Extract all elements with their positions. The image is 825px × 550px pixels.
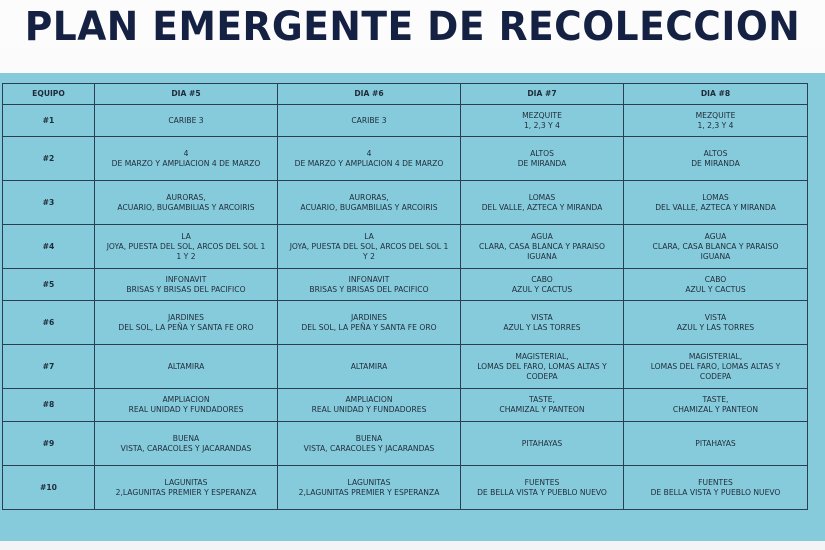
table-row	[3, 269, 808, 301]
table-row	[3, 389, 808, 422]
route-cell: BUENA VISTA, CARACOLES Y JACARANDAS	[95, 422, 278, 466]
route-cell: ALTAMIRA	[278, 345, 461, 389]
route-cell: ALTOS DE MIRANDA	[461, 137, 624, 181]
table-row	[3, 225, 808, 269]
route-cell: INFONAVIT BRISAS Y BRISAS DEL PACIFICO	[95, 269, 278, 301]
team-cell: #7	[3, 345, 95, 389]
route-cell: FUENTES DE BELLA VISTA Y PUEBLO NUEVO	[461, 466, 624, 510]
table-row	[3, 137, 808, 181]
bottom-strip	[0, 541, 825, 550]
route-cell: AURORAS, ACUARIO, BUGAMBILIAS Y ARCOIRIS	[95, 181, 278, 225]
team-cell: #9	[3, 422, 95, 466]
header-dia-6: DIA #6	[278, 84, 461, 105]
table-row	[3, 466, 808, 510]
team-cell: #5	[3, 269, 95, 301]
route-cell: PITAHAYAS	[624, 422, 808, 466]
team-cell: #1	[3, 105, 95, 137]
team-cell: #10	[3, 466, 95, 510]
table-row	[3, 301, 808, 345]
route-cell: PITAHAYAS	[461, 422, 624, 466]
table-row	[3, 422, 808, 466]
route-cell: CARIBE 3	[95, 105, 278, 137]
route-cell: LA JOYA, PUESTA DEL SOL, ARCOS DEL SOL 1 1 Y 2	[95, 225, 278, 269]
route-cell: JARDINES DEL SOL, LA PEÑA Y SANTA FE ORO	[95, 301, 278, 345]
route-cell: INFONAVIT BRISAS Y BRISAS DEL PACIFICO	[278, 269, 461, 301]
route-cell: LAGUNITAS 2,LAGUNITAS PREMIER Y ESPERANZA	[95, 466, 278, 510]
route-cell: FUENTES DE BELLA VISTA Y PUEBLO NUEVO	[624, 466, 808, 510]
route-cell: AMPLIACION REAL UNIDAD Y FUNDADORES	[278, 389, 461, 422]
route-cell: AURORAS, ACUARIO, BUGAMBILIAS Y ARCOIRIS	[278, 181, 461, 225]
header-equipo: EQUIPO	[3, 84, 95, 105]
route-cell: ALTOS DE MIRANDA	[624, 137, 808, 181]
route-cell: JARDINES DEL SOL, LA PEÑA Y SANTA FE ORO	[278, 301, 461, 345]
team-cell: #4	[3, 225, 95, 269]
route-cell: BUENA VISTA, CARACOLES Y JACARANDAS	[278, 422, 461, 466]
route-cell: VISTA AZUL Y LAS TORRES	[461, 301, 624, 345]
team-cell: #2	[3, 137, 95, 181]
page-title: PLAN EMERGENTE DE RECOLECCION	[24, 4, 801, 50]
route-cell: TASTE, CHAMIZAL Y PANTEON	[624, 389, 808, 422]
team-cell: #3	[3, 181, 95, 225]
route-cell: AGUA CLARA, CASA BLANCA Y PARAISO IGUANA	[624, 225, 808, 269]
route-cell: LOMAS DEL VALLE, AZTECA Y MIRANDA	[461, 181, 624, 225]
table-row	[3, 181, 808, 225]
route-cell: AGUA CLARA, CASA BLANCA Y PARAISO IGUANA	[461, 225, 624, 269]
team-cell: #6	[3, 301, 95, 345]
route-cell: MAGISTERIAL, LOMAS DEL FARO, LOMAS ALTAS Y CODEPA	[624, 345, 808, 389]
team-cell: #8	[3, 389, 95, 422]
route-cell: MEZQUITE 1, 2,3 Y 4	[461, 105, 624, 137]
route-cell: 4 DE MARZO Y AMPLIACION 4 DE MARZO	[278, 137, 461, 181]
schedule-table	[2, 83, 808, 510]
route-cell: CABO AZUL Y CACTUS	[624, 269, 808, 301]
route-cell: CARIBE 3	[278, 105, 461, 137]
route-cell: LA JOYA, PUESTA DEL SOL, ARCOS DEL SOL 1 Y 2	[278, 225, 461, 269]
route-cell: AMPLIACION REAL UNIDAD Y FUNDADORES	[95, 389, 278, 422]
header-dia-5: DIA #5	[95, 84, 278, 105]
route-cell: LAGUNITAS 2,LAGUNITAS PREMIER Y ESPERANZA	[278, 466, 461, 510]
header-dia-8: DIA #8	[624, 84, 808, 105]
route-cell: LOMAS DEL VALLE, AZTECA Y MIRANDA	[624, 181, 808, 225]
table-row	[3, 105, 808, 137]
route-cell: TASTE, CHAMIZAL Y PANTEON	[461, 389, 624, 422]
route-cell: MEZQUITE 1, 2,3 Y 4	[624, 105, 808, 137]
route-cell: VISTA AZUL Y LAS TORRES	[624, 301, 808, 345]
route-cell: ALTAMIRA	[95, 345, 278, 389]
route-cell: MAGISTERIAL, LOMAS DEL FARO, LOMAS ALTAS Y CODEPA	[461, 345, 624, 389]
table-row	[3, 345, 808, 389]
header-dia-7: DIA #7	[461, 84, 624, 105]
header-row	[3, 84, 808, 105]
schedule-panel	[0, 73, 825, 541]
route-cell: CABO AZUL Y CACTUS	[461, 269, 624, 301]
route-cell: 4 DE MARZO Y AMPLIACION 4 DE MARZO	[95, 137, 278, 181]
